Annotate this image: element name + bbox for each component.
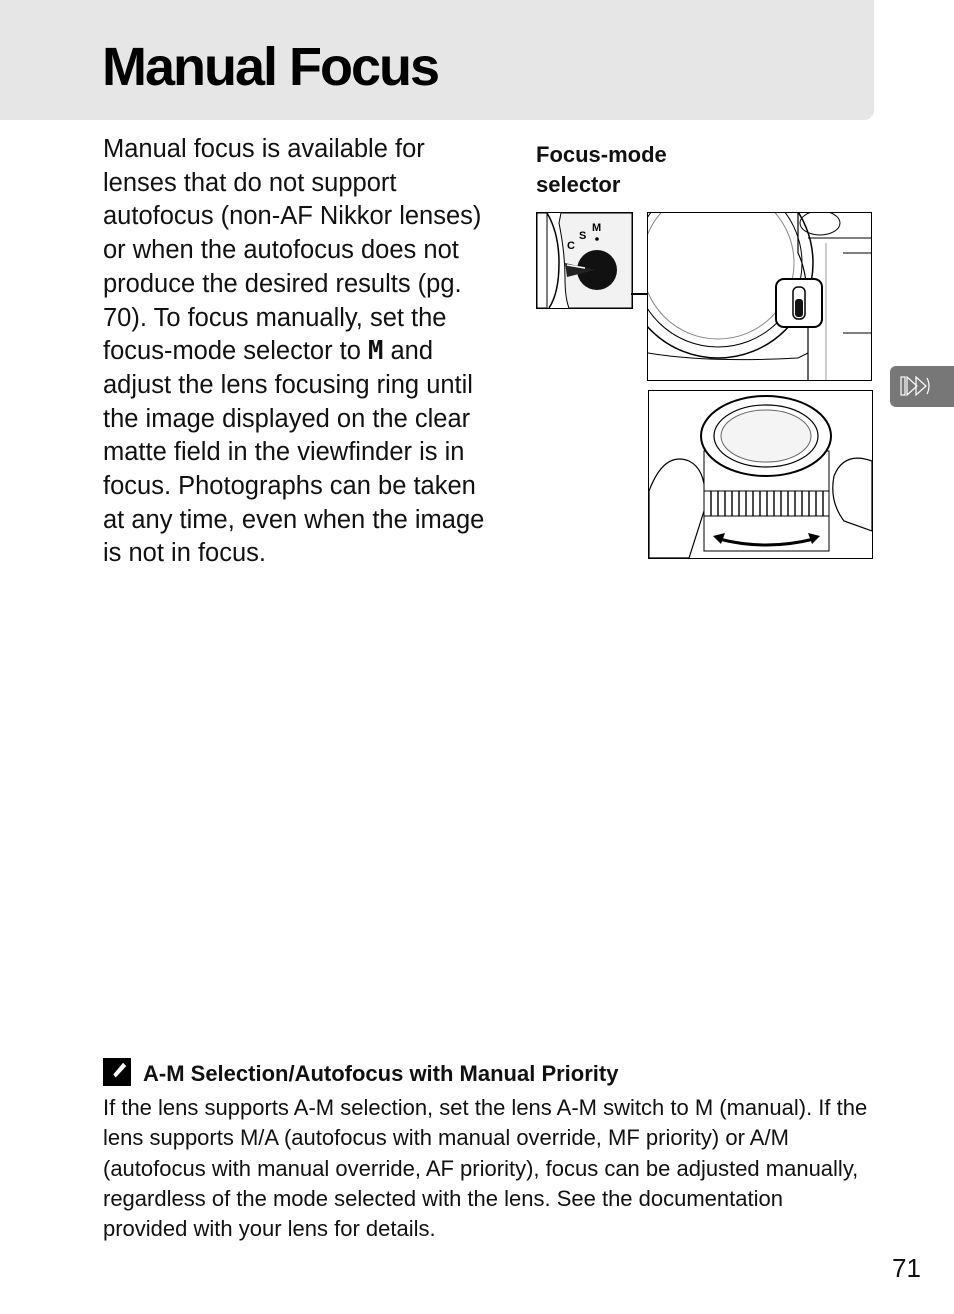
page-number: 71 [892, 1253, 921, 1283]
selector-inset-illustration [536, 212, 633, 309]
lens-focusing-ring-illustration [648, 390, 873, 559]
section-tab [890, 366, 954, 407]
selector-letter-c: C [567, 240, 575, 252]
m-symbol: M [368, 336, 384, 367]
title-band [0, 0, 874, 120]
note-body: If the lens supports A-M selection, set the lens A-M switch to M (manual). If the lens supports M/A (autofocus with manual override, MF priority) or A/M (autofocus with manual override, AF priority), focus can be adjusted manually, regardless of the mode selected with the lens. See the documentation provided with your lens for details. [103, 1095, 868, 1242]
camera-front-illustration [647, 212, 872, 381]
intro-text-end: and adjust the lens focusing ring until the image displayed on the clear matte field in the viewfinder is in focus. Photographs can be taken at any time, even when the image is not in focus. [103, 337, 485, 568]
play-forward-icon [900, 374, 934, 398]
selector-letter-s: S [579, 230, 587, 242]
selector-letter-m: M [592, 222, 602, 234]
intro-paragraph [103, 133, 503, 571]
page-title: Manual Focus [102, 37, 439, 97]
intro-text-start: Manual focus is available for lenses that do not support autofocus (non-AF Nikkor lenses) or when the autofocus does not produce the desired results (pg. 70). To focus manually, set the focus-mode selector to [103, 135, 482, 366]
note-title: A-M Selection/Autofocus with Manual Priority [143, 1061, 619, 1086]
figure-label: Focus-mode selector [536, 142, 667, 197]
pencil-note-icon [103, 1058, 131, 1086]
